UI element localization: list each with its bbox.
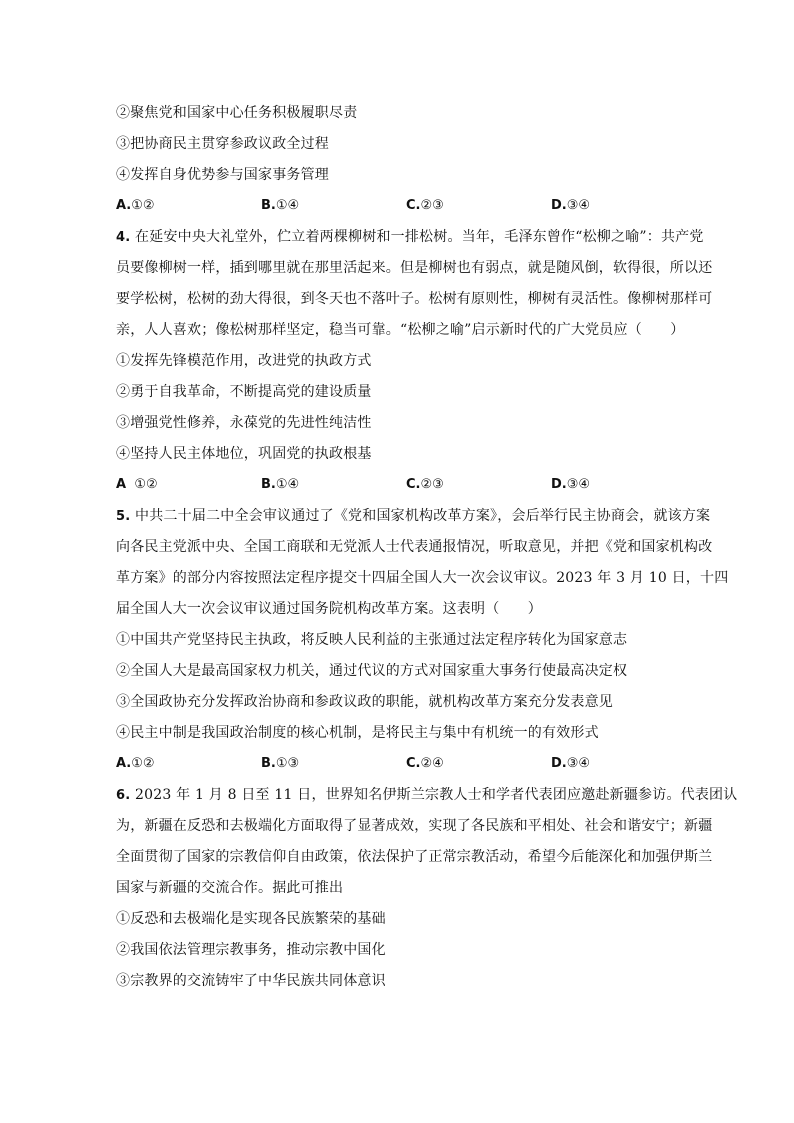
q5-stem-line-3: 革方案》的部分内容按照法定程序提交十四届全国人大一次会议审议。2023 年 3 月 10 日，十四 [116, 570, 729, 586]
q4-item-3: ③增强党性修养，永葆党的先进性纯洁性 [116, 415, 372, 431]
q5-item-2: ②全国人大是最高国家权力机关，通过代议的方式对国家重大事务行使最高决定权 [116, 663, 628, 679]
q4-option-c: C.②③ [406, 477, 444, 492]
q5-item-4: ④民主中制是我国政治制度的核心机制，是将民主与集中有机统一的有效形式 [116, 725, 599, 741]
q3-option-b: B.①④ [261, 198, 300, 213]
q4-number: 4. [116, 230, 131, 245]
q6-item-1: ①反恐和去极端化是实现各民族繁荣的基础 [116, 911, 386, 927]
q6-item-2: ②我国依法管理宗教事务，推动宗教中国化 [116, 942, 386, 958]
q6-stem-line-2: 为，新疆在反恐和去极端化方面取得了显著成效，实现了各民族和平相处、社会和谐安宁；新疆 [116, 818, 713, 834]
q6-stem-line-4: 国家与新疆的交流合作。据此可推出 [116, 880, 344, 896]
q5-options [116, 751, 696, 782]
q5-item-3: ③全国政协充分发挥政治协商和参政议政的职能，就机构改革方案充分发表意见 [116, 694, 613, 710]
q4-item-1: ①发挥先锋模范作用，改进党的执政方式 [116, 353, 372, 369]
q5-option-a: A.①② [116, 756, 155, 771]
q3-options [116, 193, 696, 224]
q4-option-d: D.③④ [551, 477, 591, 492]
q3-item-2: ②聚焦党和国家中心任务积极履职尽责 [116, 105, 358, 121]
q4-option-b: B.①④ [261, 477, 300, 492]
q3-item-4: ④发挥自身优势参与国家事务管理 [116, 167, 329, 183]
q5-stem-line-4: 届全国人大一次会议审议通过国务院机构改革方案。这表明（ ） [116, 601, 542, 617]
q4-options [116, 472, 696, 503]
q4-stem-line-1: 4. 在延安中央大礼堂外，伫立着两棵柳树和一排松树。当年，毛泽东曾作“松柳之喻”：共产党 [116, 229, 704, 245]
q6-stem-line-1: 6. 2023 年 1 月 8 日至 11 日，世界知名伊斯兰宗教人士和学者代表团应邀赴新疆参访。代表团认 [116, 787, 738, 803]
q6-number: 6. [116, 788, 131, 803]
q5-option-b: B.①③ [261, 756, 300, 771]
q3-option-d: D.③④ [551, 198, 591, 213]
exam-page [116, 100, 738, 999]
q4-item-2: ②勇于自我革命，不断提高党的建设质量 [116, 384, 372, 400]
q5-option-c: C.②④ [406, 756, 444, 771]
q3-item-3: ③把协商民主贯穿参政议政全过程 [116, 136, 329, 152]
q5-stem-line-1: 5. 中共二十届二中全会审议通过了《党和国家机构改革方案》，会后举行民主协商会，就该方案 [116, 508, 711, 524]
q5-option-d: D.③④ [551, 756, 591, 771]
q4-stem-line-4: 亲，人人喜欢；像松树那样坚定，稳当可靠。“松柳之喻”启示新时代的广大党员应（ ） [116, 322, 685, 338]
q6-item-3: ③宗教界的交流铸牢了中华民族共同体意识 [116, 973, 386, 989]
q5-number: 5. [116, 509, 131, 524]
q4-stem-line-2: 员要像柳树一样，插到哪里就在那里活起来。但是柳树也有弱点，就是随风倒，软得很，所以还 [116, 260, 713, 276]
q3-option-a: A.①② [116, 198, 155, 213]
q4-item-4: ④坚持人民主体地位，巩固党的执政根基 [116, 446, 372, 462]
q5-item-1: ①中国共产党坚持民主执政，将反映人民利益的主张通过法定程序转化为国家意志 [116, 632, 628, 648]
q3-option-c: C.②③ [406, 198, 444, 213]
q5-stem-line-2: 向各民主党派中央、全国工商联和无党派人士代表通报情况，听取意见，并把《党和国家机构改 [116, 539, 713, 555]
q6-stem-line-3: 全面贯彻了国家的宗教信仰自由政策，依法保护了正常宗教活动，希望今后能深化和加强伊斯兰 [116, 849, 713, 865]
q4-stem-line-3: 要学松树，松树的劲大得很，到冬天也不落叶子。松树有原则性，柳树有灵活性。像柳树那样可 [116, 291, 713, 307]
q4-option-a: A ①② [116, 477, 158, 492]
